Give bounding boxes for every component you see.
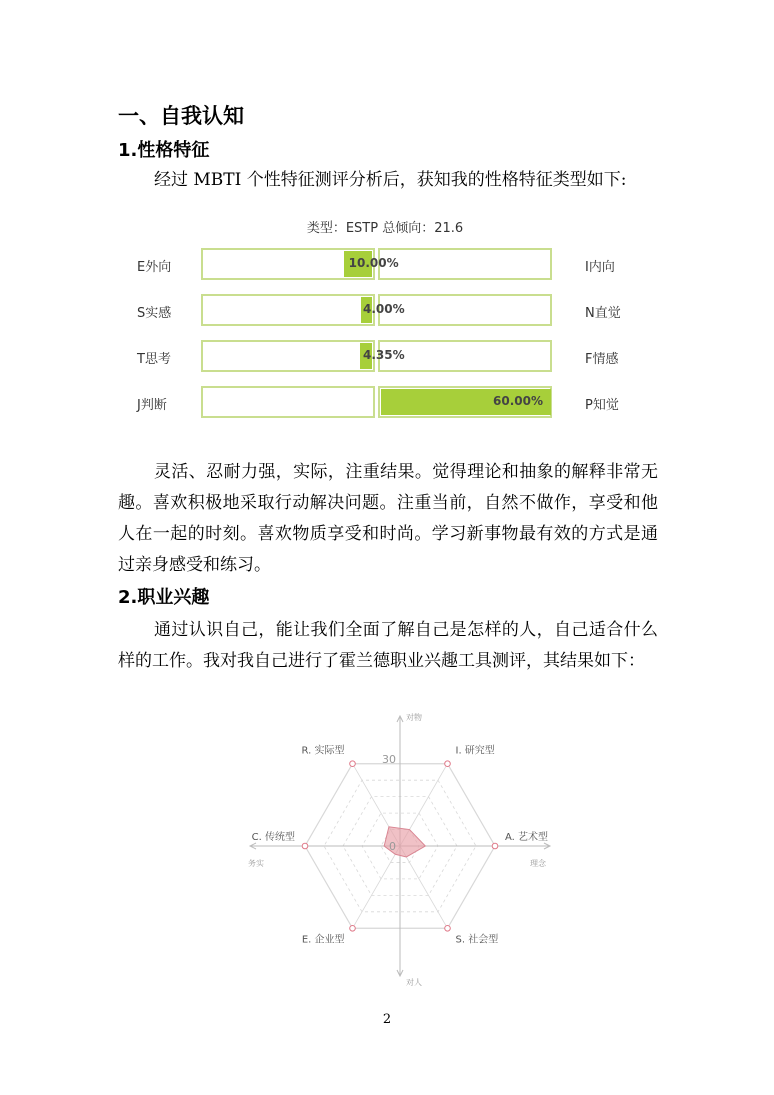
mbti-left-label: E外向: [137, 260, 172, 275]
mbti-right-box: [378, 248, 552, 280]
mbti-percent-label: 4.00%: [363, 302, 405, 316]
subsection-title-interest: 2.职业兴趣: [118, 587, 210, 608]
mbti-row-sn: [135, 294, 635, 328]
radar-spoke: [353, 846, 401, 928]
radar-category-label: A. 艺术型: [505, 832, 549, 843]
mbti-row-tf: [135, 340, 635, 374]
personality-description: 灵活、忍耐力强，实际，注重结果。觉得理论和抽象的解释非常无趣。喜欢积极地采取行动解决问题。注重当前，自然不做作，享受和他人在一起的时刻。喜欢物质享受和时尚。学习新事物最有效的方式是通过亲身感受和练习。: [118, 462, 658, 575]
radar-vertex-point: [350, 761, 356, 767]
axis-label-bottom: 对人: [406, 978, 422, 987]
intro-paragraph: 经过 MBTI 个性特征测评分析后，获知我的性格特征类型如下:: [154, 170, 627, 190]
mbti-row-jp: [135, 386, 635, 420]
mbti-left-box: [201, 294, 375, 326]
radar-vertex-point: [445, 761, 451, 767]
mbti-left-label: J判断: [137, 398, 167, 413]
page-number: 2: [382, 1012, 392, 1027]
radar-vertex-point: [302, 843, 308, 849]
section-title: 一、自我认知: [118, 104, 244, 128]
radar-category-label: S. 社会型: [455, 934, 499, 946]
radar-category-label: I. 研究型: [455, 745, 495, 757]
mbti-left-label: T思考: [137, 352, 171, 367]
axis-label-right: 理念: [530, 859, 546, 868]
mbti-right-label: P知觉: [585, 398, 619, 413]
mbti-right-label: N直觉: [585, 306, 621, 321]
radar-vertex-point: [350, 925, 356, 931]
mbti-chart: [135, 217, 635, 427]
mbti-row-ei: [135, 248, 635, 282]
radar-category-label: E. 企业型: [301, 934, 345, 946]
subsection-title-personality: 1.性格特征: [118, 140, 210, 161]
radar-vertex-point: [492, 843, 498, 849]
radar-tick-label: 0: [389, 840, 396, 853]
mbti-percent-label: 10.00%: [348, 256, 399, 270]
mbti-right-label: I内向: [585, 260, 615, 275]
interest-paragraph: 通过认识自己，能让我们全面了解自己是怎样的人，自己适合什么样的工作。我对我自己进行了霍兰德职业兴趣工具测评，其结果如下：: [118, 620, 658, 671]
axis-label-top: 对物: [406, 713, 422, 722]
radar-tick-label: 30: [382, 753, 396, 766]
radar-category-label: C. 传统型: [251, 832, 295, 843]
axis-label-left: 务实: [248, 859, 264, 868]
mbti-chart-title: 类型：ESTP 总倾向：21.6: [306, 221, 464, 236]
mbti-percent-label: 4.35%: [363, 348, 405, 362]
holland-radar-chart: [230, 708, 570, 998]
mbti-right-label: F情感: [585, 352, 619, 367]
mbti-left-label: S实感: [137, 306, 172, 321]
mbti-left-box: [201, 386, 375, 418]
mbti-percent-label: 60.00%: [493, 394, 543, 408]
radar-category-label: R. 实际型: [301, 745, 345, 757]
radar-spoke: [400, 846, 448, 928]
mbti-left-box: [201, 340, 375, 372]
radar-vertex-point: [445, 925, 451, 931]
